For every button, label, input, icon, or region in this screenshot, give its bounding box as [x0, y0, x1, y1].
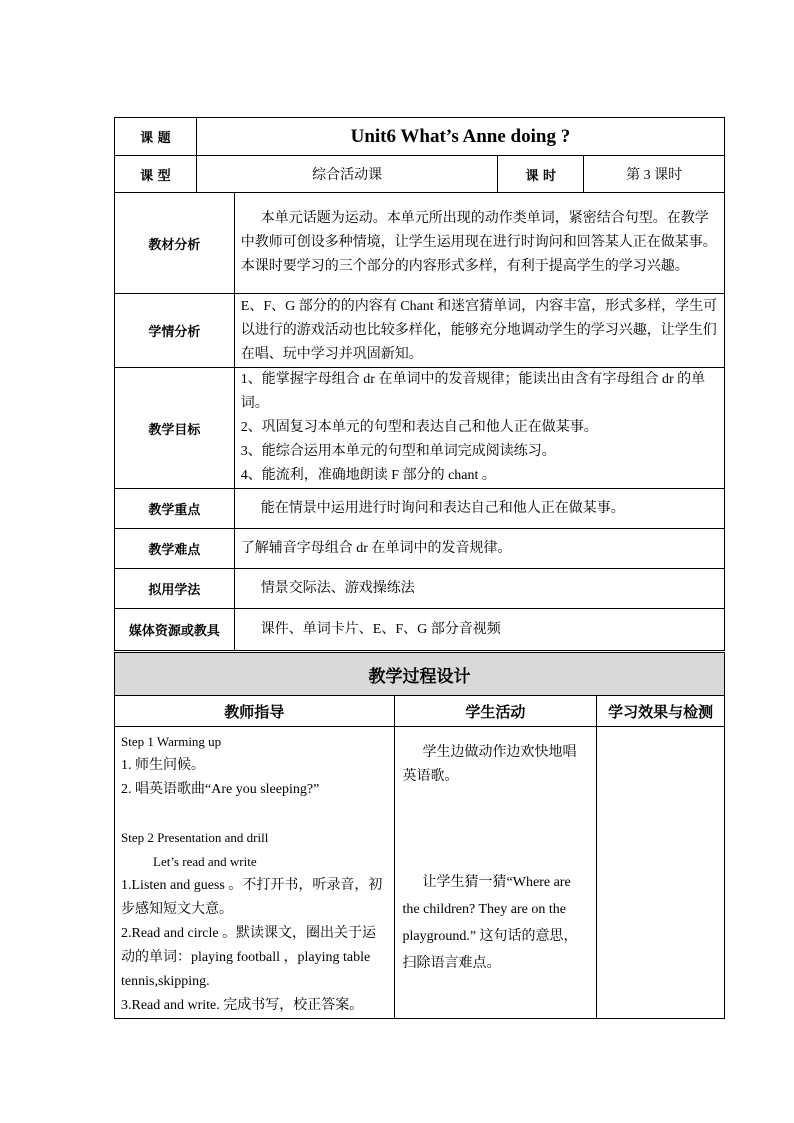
material-text — [234, 193, 724, 294]
teacher-line: Step 2 Presentation and drill — [121, 830, 269, 845]
teacher-line: 2. 唱英语歌曲“Are you sleeping?” — [121, 782, 320, 797]
topic-label: 课 题 — [115, 118, 197, 156]
type-label: 课 型 — [115, 156, 197, 193]
teacher-line: 1. 师生问候。 — [121, 758, 205, 773]
period-value: 第 3 课时 — [584, 156, 725, 193]
col-teacher-header: 教师指导 — [115, 696, 395, 727]
goal-item: 3、能综合运用本单元的句型和单词完成阅读练习。 — [240, 444, 556, 459]
type-value: 综合活动课 — [196, 156, 497, 193]
teacher-line: Let’s read and write — [153, 854, 257, 869]
goals-label: 教学目标 — [115, 368, 235, 489]
learning-effect-cell — [597, 727, 725, 1019]
lesson-title: Unit6 What’s Anne doing ? — [196, 118, 724, 156]
media-label: 媒体资源或教具 — [115, 609, 235, 651]
difficulties-paragraph: 了解辅音字母组合 dr 在单词中的发音规律。 — [240, 540, 512, 556]
goal-item: 2、巩固复习本单元的句型和表达自己和他人正在做某事。 — [240, 420, 598, 435]
student-activity-paragraph: 让学生猜一猜“Where are the children? They are on the playground.” 这句话的意思，扫除语言难点。 — [402, 875, 578, 971]
media-text — [234, 609, 724, 651]
process-banner: 教学过程设计 — [115, 653, 725, 696]
period-label: 课 时 — [498, 156, 584, 193]
material-paragraph: 本单元话题为运动。本单元所出现的动作类单词，紧密结合句型。在教学中教师可创设多种情境，让学生运用现在进行时询问和回答某人正在做某事。本课时要学习的三个部分的内容形式多样，有利于提高学生的学习兴趣。 — [240, 211, 717, 274]
goals-list — [234, 368, 724, 489]
methods-text — [234, 569, 724, 609]
teacher-line: 1.Listen and guess 。不打开书，听录音，初步感知短文大意。 — [121, 878, 383, 917]
teacher-line: 2.Read and circle 。默读课文，圈出关于运动的单词：playing football ，playing table tennis,skipping. — [121, 926, 377, 989]
key-points-paragraph: 能在情景中运用进行时询问和表达自己和他人正在做某事。 — [260, 500, 625, 516]
difficulties-text — [234, 529, 724, 569]
teacher-line: Step 1 Warming up — [121, 734, 222, 749]
goal-item: 1、能掌握字母组合 dr 在单词中的发音规律；能读出由含有字母组合 dr 的单词。 — [240, 372, 706, 411]
methods-paragraph: 情景交际法、游戏操练法 — [260, 580, 415, 596]
student-activity-paragraph: 学生边做动作边欢快地唱英语歌。 — [402, 745, 577, 784]
lesson-info-table — [114, 117, 725, 651]
methods-label: 拟用学法 — [115, 569, 235, 609]
key-points-label: 教学重点 — [115, 489, 235, 529]
students-text — [234, 294, 724, 368]
teacher-line-blank — [121, 802, 390, 826]
media-paragraph: 课件、单词卡片、E、F、G 部分音视频 — [260, 621, 501, 637]
teacher-guidance-cell — [115, 727, 395, 1019]
teacher-line: 3.Read and write. 完成书写，校正答案。 — [121, 998, 364, 1013]
col-effect-header: 学习效果与检测 — [597, 696, 725, 727]
process-table — [114, 652, 725, 1019]
difficulties-label: 教学难点 — [115, 529, 235, 569]
student-activity-cell — [394, 727, 597, 1019]
students-paragraph: E、F、G 部分的的内容有 Chant 和迷宫猜单词，内容丰富，形式多样，学生可以进行的游戏活动也比较多样化，能够充分地调动学生的学习兴趣，让学生们在唱、玩中学习并巩固新知。 — [240, 298, 718, 362]
col-student-header: 学生活动 — [394, 696, 597, 727]
material-label: 教材分析 — [115, 193, 235, 294]
goal-item: 4、能流利，准确地朗读 F 部分的 chant 。 — [240, 468, 496, 483]
students-label: 学情分析 — [115, 294, 235, 368]
key-points-text — [234, 489, 724, 529]
